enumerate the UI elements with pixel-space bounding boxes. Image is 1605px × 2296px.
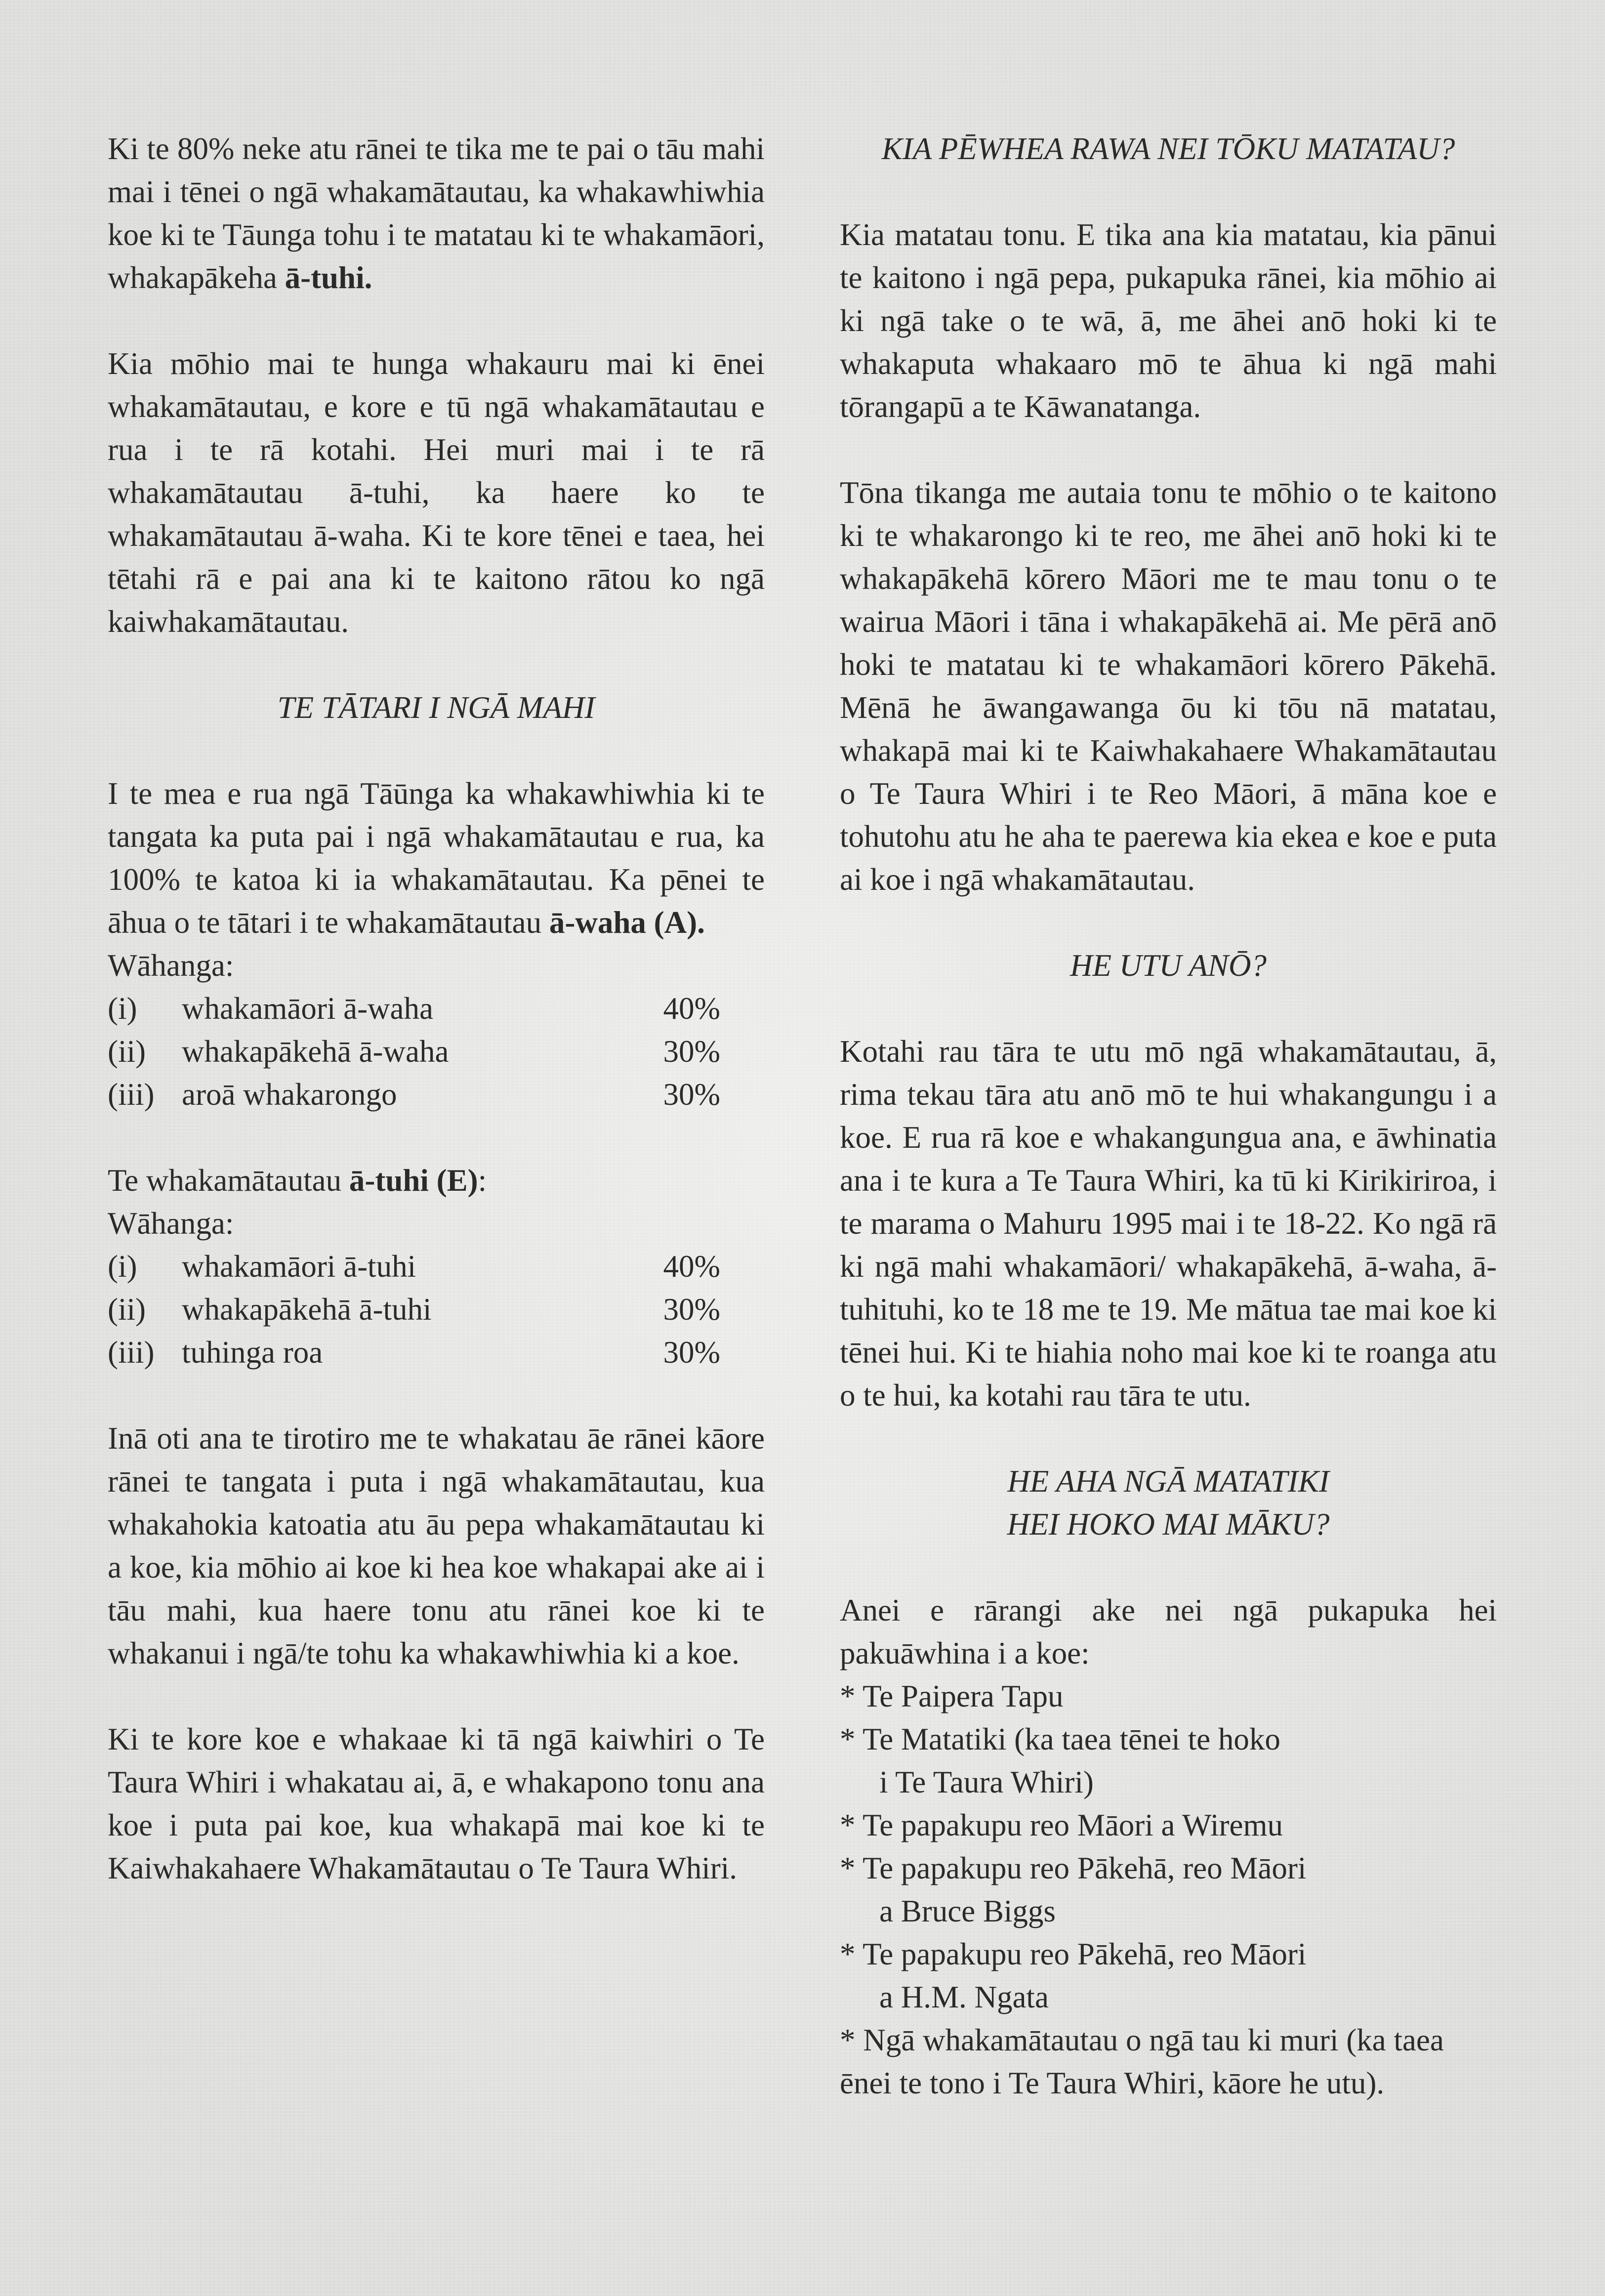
section-heading-marking: TE TĀTARI I NGĀ MAHI (277, 690, 595, 725)
list-item: * Te papakupu reo Māori a Wiremu (840, 1808, 1283, 1842)
table-row: (ii) whakapākehā ā-waha 30% (108, 1034, 720, 1069)
section-heading-resources: HE AHA NGĀ MATATIKI HEI HOKO MAI MĀKU? (1007, 1464, 1330, 1542)
section-heading-fluency: KIA PĒWHEA RAWA NEI TŌKU MATATAU? (881, 131, 1455, 166)
table-row: (iii) tuhinga roa 30% (108, 1335, 720, 1370)
table-row: (iii) aroā whakarongo 30% (108, 1077, 720, 1112)
list-item: * Te papakupu reo Pākehā, reo Māori a H.M. Ngata (840, 1937, 1307, 2014)
paragraph-marking: I te mea e rua ngā Tāūnga ka whakawhiwhia ki te tangata ka puta pai i ngā whakamātautau e rua, ka 100% te katoa ki ia whakamātautau. Ka pēnei te āhua o te tātari i te whakamātautau ā-waha (A). (108, 776, 765, 940)
written-exam-title: Te whakamātautau ā-tuhi (E): (108, 1163, 487, 1198)
list-item: * Ngā whakamātautau o ngā tau ki muri (ka taea ēnei te tono i Te Taura Whiri, kāore he utu). (840, 2023, 1444, 2100)
list-item: * Te papakupu reo Pākehā, reo Māori a Bruce Biggs (840, 1851, 1307, 1928)
table-row: (i) whakamāori ā-waha 40% (108, 991, 720, 1026)
paragraph-pass-mark: Ki te 80% neke atu rānei te tika me te pai o tāu mahi mai i tēnei o ngā whakamātautau, ka whakawhiwhia koe ki te Tāunga tohu i te matatau ki te whakamāori, whakapākeha ā-tuhi. (108, 131, 765, 295)
paragraph-book-intro: Anei e rārangi ake nei ngā pukapuka hei pakuāwhina i a koe: (840, 1593, 1497, 1670)
paragraph-fees: Kotahi rau tāra te utu mō ngā whakamātautau, ā, rima tekau tāra atu anō mō te hui whakangungu i a koe. E rua rā koe e whakangungua ana, e āwhinatia ana i te kura a Te Taura Whiri, ka tū ki Kirikiriroa, i te marama o Mahuru 1995 mai i te 18-22. Ko ngā rā ki ngā mahi whakamāori/ whakapākehā, ā-waha, ā-tuhituhi, ko te 18 me te 19. Me mātua tae mai koe ki tēnei hui. Ki te hiahia noho mai koe ki te roanga atu o te hui, ka kotahi rau tāra te utu. (840, 1034, 1497, 1413)
right-column (840, 127, 1497, 2105)
parts-table-oral (108, 987, 720, 1116)
bold-term: ā-waha (A). (549, 905, 705, 940)
bold-term: ā-tuhi. (285, 260, 372, 295)
bold-term: ā-tuhi (E) (349, 1163, 478, 1198)
paragraph-results: Inā oti ana te tirotiro me te whakatau āe rānei kāore rānei te tangata i puta i ngā whakamātautau, kua whakahokia katoatia atu āu pepa whakamātautau ki a koe, kia mōhio ai koe ki hea koe whakapai ake ai i tāu mahi, kua haere tonu atu rānei koe ki te whakanui i ngā/te tohu ka whakawhiwhia ki a koe. (108, 1421, 765, 1670)
paragraph-fluency: Kia matatau tonu. E tika ana kia matatau, kia pānui te kaitono i ngā pepa, pukapuka rānei, kia mōhio ai ki ngā take o te wā, ā, me āhei anō hoki ki te whakaputa whakaaro mō te āhua ki ngā mahi tōrangapū a te Kāwanatanga. (840, 217, 1497, 424)
parts-table-written (108, 1245, 720, 1374)
paragraph-appeal: Ki te kore koe e whakaae ki tā ngā kaiwhiri o Te Taura Whiri i whakatau ai, ā, e whakapono tonu ana koe i puta pai koe, kua whakapā mai koe ki te Kaiwhakahaere Whakamātautau o Te Taura Whiri. (108, 1722, 765, 1885)
section-heading-fees: HE UTU ANŌ? (1070, 948, 1267, 983)
table-row: (ii) whakapākehā ā-tuhi 30% (108, 1292, 720, 1327)
parts-label-written: Wāhanga: (108, 1206, 234, 1241)
table-row: (i) whakamāori ā-tuhi 40% (108, 1249, 720, 1284)
left-column (108, 127, 765, 1933)
list-item: * Te Matatiki (ka taea tēnei te hoko i Te Taura Whiri) (840, 1722, 1280, 1799)
list-item: * Te Paipera Tapu (840, 1679, 1064, 1713)
book-list (840, 1675, 1497, 2105)
paragraph-exam-schedule: Kia mōhio mai te hunga whakauru mai ki ēnei whakamātautau, e kore e tū ngā whakamātautau e rua i te rā kotahi. Hei muri mai i te rā whakamātautau ā-tuhi, ka haere ko te whakamātautau ā-waha. Ki te kore tēnei e taea, hei tētahi rā e pai ana ki te kaitono rātou ko ngā kaiwhakamātautau. (108, 346, 765, 639)
parts-label-oral: Wāhanga: (108, 948, 234, 983)
paragraph-listening: Tōna tikanga me autaia tonu te mōhio o te kaitono ki te whakarongo ki te reo, me āhei anō hoki ki te whakapākehā kōrero Māori me te mau tonu o te wairua Māori i tāna i whakapākehā ai. Me pērā anō hoki te matatau ki te whakamāori kōrero Pākehā. Mēnā he āwangawanga ōu ki tōu nā matatau, whakapā mai ki te Kaiwhakahaere Whakamātautau o Te Taura Whiri i te Reo Māori, ā māna koe e tohutohu atu he aha te paerewa kia ekea e koe e puta ai koe i ngā whakamātautau. (840, 475, 1497, 897)
